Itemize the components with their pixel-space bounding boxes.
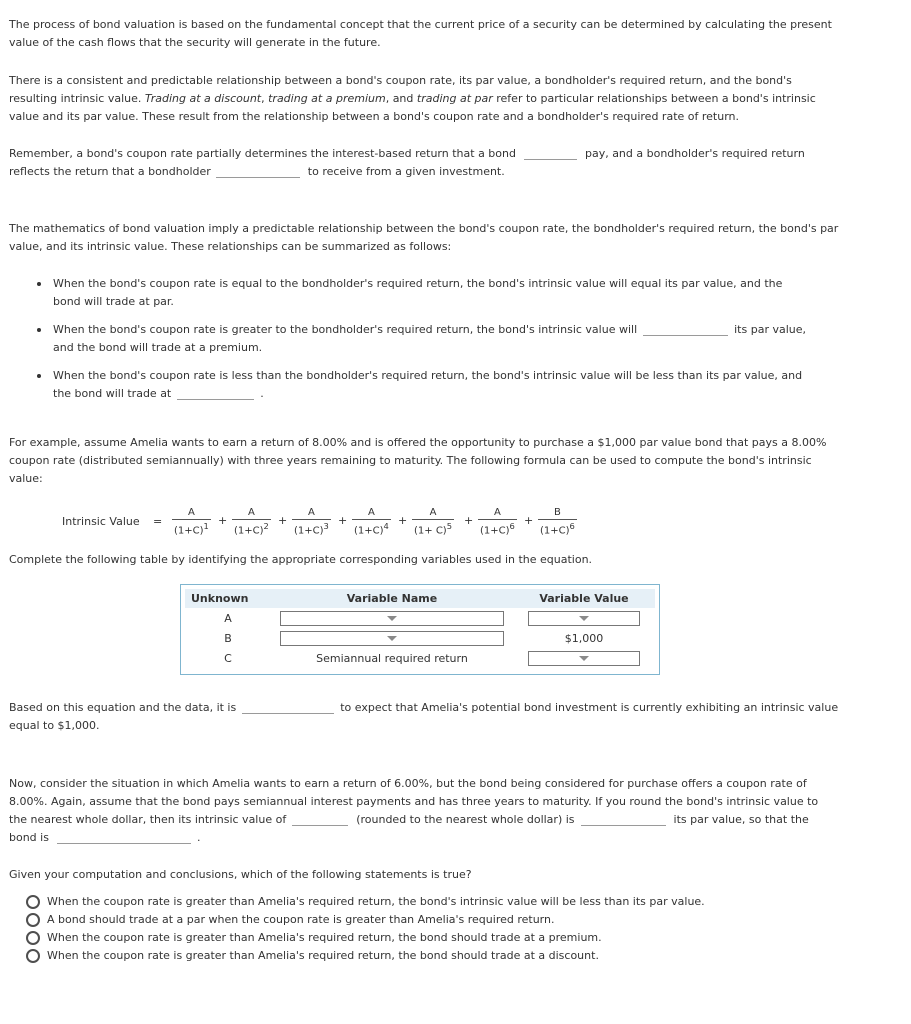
answer-option[interactable] — [26, 911, 705, 929]
term-numerator: A — [188, 507, 195, 518]
premium-value-blank[interactable] — [643, 323, 728, 336]
answer-option[interactable] — [26, 947, 705, 965]
variable-value-select-c[interactable] — [528, 651, 640, 666]
chevron-down-icon — [387, 636, 397, 641]
radio-button[interactable] — [26, 913, 40, 927]
list-item — [37, 275, 807, 311]
now-text: its par value, so that the bond is — [9, 813, 809, 844]
list-item — [37, 367, 807, 403]
remember-text: to receive from a given investment. — [307, 165, 505, 178]
reasonable-blank[interactable] — [242, 701, 334, 714]
term-par: trading at par — [416, 92, 493, 105]
term-exponent: 2 — [263, 521, 269, 531]
term-numerator: A — [494, 507, 501, 518]
term-discount: Trading at a discount — [144, 92, 262, 105]
intro-text: There is a consistent and predictable relationship between a bond's coupon rate, its par value, a bondholder's required return, and the bond's resulting intrinsic value. — [9, 74, 792, 105]
formula-equals: = — [153, 515, 163, 528]
variable-name-select-a[interactable] — [280, 611, 504, 626]
header-variable-value: Variable Value — [513, 589, 655, 608]
term-exponent: 1 — [203, 521, 209, 531]
trade-at-blank[interactable] — [177, 387, 254, 400]
now-text: (rounded to the nearest whole dollar) is — [356, 813, 575, 826]
table-row — [185, 648, 655, 668]
chevron-down-icon — [579, 656, 589, 661]
formula-term — [232, 506, 271, 537]
unknown-cell: C — [224, 651, 232, 665]
term-base: (1+C) — [480, 525, 510, 537]
list-item-text: When the bond's coupon rate is equal to the bondholder's required return, the bond's intrinsic value will equal its par value, and the bond will trade at par. — [53, 277, 783, 308]
variable-name-select-b[interactable] — [280, 631, 504, 646]
formula-term — [412, 506, 454, 537]
unknown-cell: B — [224, 631, 232, 645]
plus-sign: + — [338, 514, 348, 527]
term-denominator — [478, 519, 517, 537]
name-cell — [271, 608, 513, 628]
unknown-cell: A — [224, 611, 232, 625]
remember-paragraph — [9, 145, 839, 181]
now-text: Now, consider the situation in which Amelia wants to earn a return of 6.00%, but the bond being considered for purchase offers a coupon rate of 8.00%. Again, assume that the bond pays semiannual interest payments and has three years to maturity. If you round the bond's intrinsic value to the nearest whole dollar, then its intrinsic value of — [9, 777, 819, 826]
formula-term — [478, 506, 517, 537]
list-item-text: When the bond's coupon rate is greater to the bondholder's required return, the bond's intrinsic value will — [53, 323, 638, 336]
bond-status-blank[interactable] — [57, 831, 191, 844]
based-paragraph — [9, 699, 839, 735]
formula-term — [538, 506, 577, 537]
value-cell — [513, 608, 655, 628]
term-numerator: A — [368, 507, 375, 518]
radio-button[interactable] — [26, 895, 40, 909]
option-label: When the coupon rate is greater than Amelia's required return, the bond should trade at a discount. — [47, 949, 599, 962]
bullet-icon — [37, 328, 41, 332]
term-denominator — [352, 519, 391, 537]
table-row — [185, 628, 655, 648]
plus-sign: + — [398, 514, 408, 527]
question-prompt: Given your computation and conclusions, which of the following statements is true? — [9, 868, 472, 881]
term-denominator — [292, 519, 331, 537]
term-base: (1+C) — [354, 525, 384, 537]
plus-sign: + — [464, 514, 474, 527]
option-label: A bond should trade at a par when the coupon rate is greater than Amelia's required return. — [47, 913, 555, 926]
value-cell: $1,000 — [564, 631, 604, 645]
term-base: (1+ C) — [414, 525, 447, 537]
relationship-list — [37, 275, 807, 403]
answer-option[interactable] — [26, 893, 705, 911]
term-exponent: 5 — [446, 521, 453, 531]
example-paragraph: For example, assume Amelia wants to earn a return of 8.00% and is offered the opportunity to purchase a $1,000 par value bond that pays a 8.00% coupon rate (distributed semiannually) with three years remaining to maturity. The following formula can be used to compute the bond's intrinsic value: — [9, 436, 827, 485]
list-item — [37, 321, 807, 357]
option-label: When the coupon rate is greater than Amelia's required return, the bond's intrinsic value will be less than its par value. — [47, 895, 705, 908]
based-text: to expect that Amelia's potential bond investment is currently exhibiting an intrinsic value equal to $1,000. — [9, 701, 839, 732]
term-exponent: 6 — [569, 521, 575, 531]
complete-instruction: Complete the following table by identifying the appropriate corresponding variables used in the equation. — [9, 553, 593, 566]
list-item-text: its par value, and the bond will trade at a premium. — [53, 323, 807, 354]
term-base: (1+C) — [294, 525, 324, 537]
intro-paragraph-2 — [9, 72, 839, 126]
remember-text: pay, and a bondholder's required return reflects the return that a bondholder — [9, 147, 805, 178]
term-numerator: A — [308, 507, 315, 518]
name-cell — [271, 628, 513, 648]
answer-option[interactable] — [26, 929, 705, 947]
bondholder-expects-blank[interactable] — [216, 165, 300, 178]
answer-options — [26, 893, 705, 965]
intro-paragraph-1: The process of bond valuation is based on the fundamental concept that the current price of a security can be determined by calculating the present value of the cash flows that the security will generate in the future. — [9, 18, 832, 49]
intro-text: , — [261, 92, 269, 105]
intro-text: refer to particular relationships between a bond's intrinsic value and its par value. These result from the relationship between a bond's coupon rate and a bondholder's required rate of return. — [9, 92, 816, 123]
term-denominator — [538, 519, 577, 537]
plus-sign: + — [278, 514, 288, 527]
radio-button[interactable] — [26, 931, 40, 945]
formula-term — [172, 506, 211, 537]
term-denominator — [172, 519, 211, 537]
bullet-icon — [37, 282, 41, 286]
formula-term — [292, 506, 331, 537]
term-base: (1+C) — [174, 525, 204, 537]
term-base: (1+C) — [234, 525, 264, 537]
list-item-text: . — [260, 387, 264, 400]
name-cell: Semiannual required return — [316, 651, 468, 665]
chevron-down-icon — [579, 616, 589, 621]
intrinsic-value-blank[interactable] — [292, 813, 348, 826]
plus-sign: + — [218, 514, 228, 527]
list-item-text: When the bond's coupon rate is less than the bondholder's required return, the bond's intrinsic value will be less than its par value, and the bond will trade at — [53, 369, 803, 400]
header-variable-name: Variable Name — [271, 589, 513, 608]
term-exponent: 3 — [323, 521, 329, 531]
term-denominator — [232, 519, 271, 537]
comparison-blank[interactable] — [581, 813, 666, 826]
variable-value-select-a[interactable] — [528, 611, 640, 626]
formula-term — [352, 506, 391, 537]
variables-table — [180, 584, 660, 675]
radio-button[interactable] — [26, 949, 40, 963]
table-row — [185, 608, 655, 628]
chevron-down-icon — [387, 616, 397, 621]
math-paragraph: The mathematics of bond valuation imply a predictable relationship between the bond's coupon rate, the bondholder's required return, the bond's par value, and its intrinsic value. These relationships can be summarized as follows: — [9, 222, 839, 253]
bond-will-blank[interactable] — [524, 147, 577, 160]
option-label: When the coupon rate is greater than Amelia's required return, the bond should trade at a premium. — [47, 931, 602, 944]
plus-sign: + — [524, 514, 534, 527]
term-numerator: A — [248, 507, 255, 518]
intro-text: , and — [385, 92, 417, 105]
bullet-icon — [37, 374, 41, 378]
header-unknown: Unknown — [185, 589, 271, 608]
term-exponent: 4 — [383, 521, 389, 531]
term-denominator — [412, 519, 454, 537]
now-text: . — [196, 831, 201, 844]
based-text: Based on this equation and the data, it is — [9, 701, 237, 714]
now-paragraph — [9, 775, 839, 847]
formula-label: Intrinsic Value — [62, 515, 140, 528]
term-numerator: B — [553, 507, 561, 518]
term-numerator: A — [429, 507, 437, 518]
term-exponent: 6 — [509, 521, 515, 531]
term-base: (1+C) — [540, 525, 570, 537]
remember-text: Remember, a bond's coupon rate partially determines the interest-based return that a bond — [9, 147, 516, 160]
value-cell — [513, 648, 655, 668]
term-premium: trading at a premium — [268, 92, 386, 105]
